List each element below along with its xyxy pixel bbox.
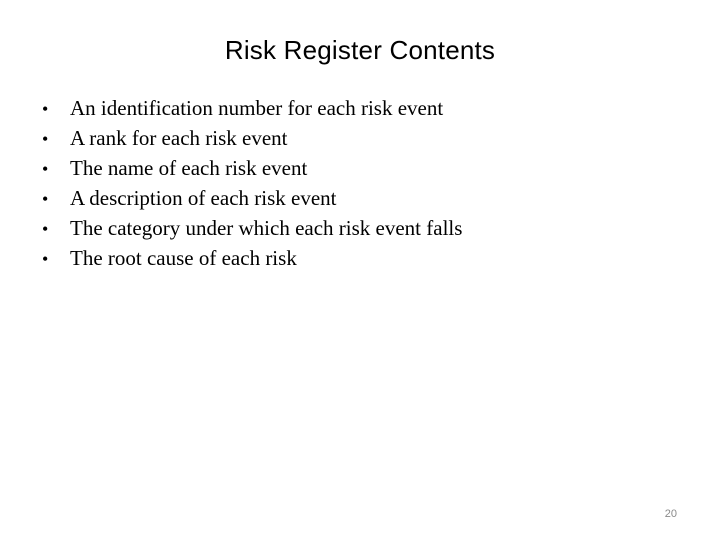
bullet-item [42, 214, 462, 244]
bullet-text: The root cause of each risk [70, 246, 297, 270]
bullet-text: A rank for each risk event [70, 126, 288, 150]
bullet-text: A description of each risk event [70, 186, 337, 210]
bullet-item [42, 184, 462, 214]
bullet-icon: • [42, 159, 49, 179]
bullet-item [42, 244, 462, 274]
bullet-text: An identification number for each risk event [70, 96, 444, 120]
bullet-icon: • [42, 189, 49, 209]
bullet-item [42, 94, 462, 124]
slide-title: Risk Register Contents [224, 35, 496, 65]
bullet-item [42, 124, 462, 154]
bullet-icon: • [42, 99, 49, 119]
page-number: 20 [664, 508, 677, 520]
bullet-list [42, 94, 462, 274]
bullet-text: The name of each risk event [70, 156, 308, 180]
bullet-icon: • [42, 129, 49, 149]
bullet-text: The category under which each risk event falls [70, 216, 463, 240]
bullet-item [42, 154, 462, 184]
bullet-icon: • [42, 219, 49, 239]
bullet-icon: • [42, 249, 49, 269]
